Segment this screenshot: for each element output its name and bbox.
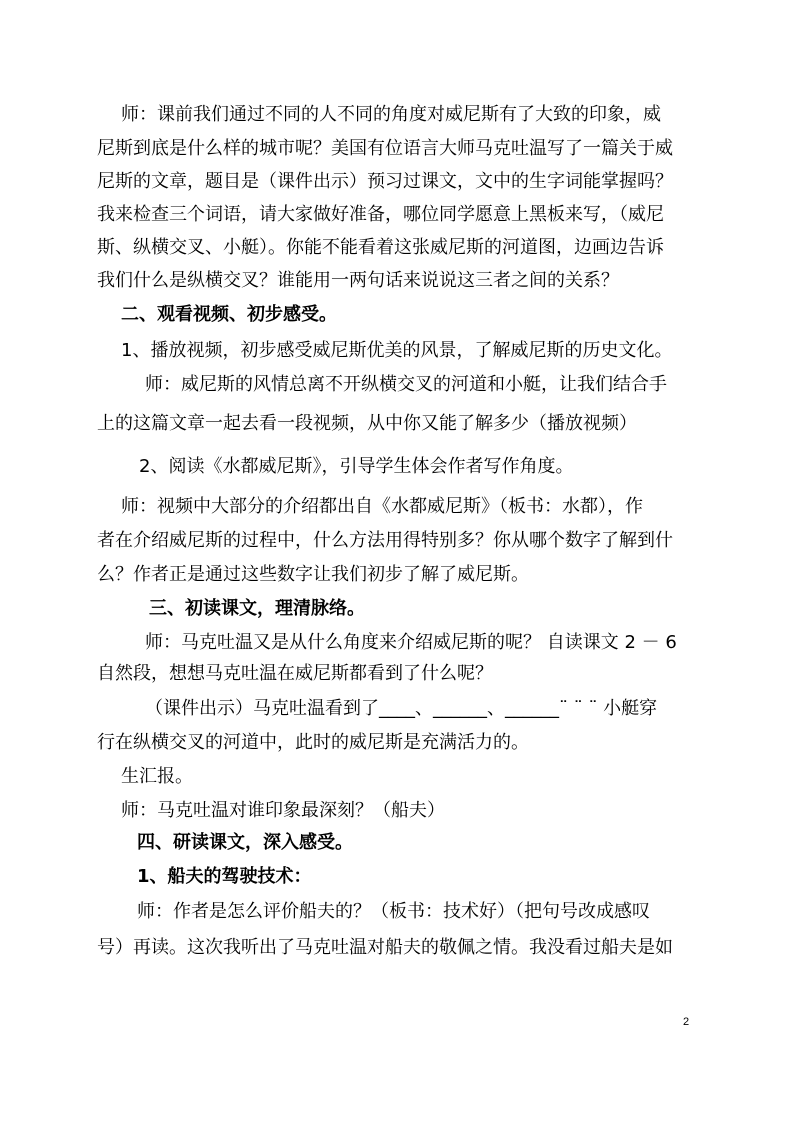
paragraph-line: 者在介绍威尼斯的过程中，什么方法用得特别多？你从哪个数字了解到什 — [97, 530, 673, 551]
paragraph-line: 斯、纵横交叉、小艇）。你能不能看着这张威尼斯的河道图，边画边告诉 — [97, 237, 664, 258]
paragraph-line: 么？作者正是通过这些数字让我们初步了解了威尼斯。 — [97, 564, 529, 585]
paragraph-line: 行在纵横交叉的河道中，此时的威尼斯是充满活力的。 — [97, 732, 529, 753]
paragraph-line: 生汇报。 — [121, 766, 193, 787]
section-heading: 三、初读课文，理清脉络。 — [149, 598, 365, 619]
section-heading: 四、研读课文，深入感受。 — [137, 832, 353, 853]
section-heading: 二、观看视频、初步感受。 — [121, 304, 337, 325]
paragraph-line: 号）再读。这次我听出了马克吐温对船夫的敬佩之情。我没看过船夫是如 — [97, 937, 673, 958]
paragraph-line: （课件出示）马克吐温看到了____、______、______¨ ¨ ¨ 小艇穿 — [145, 698, 658, 719]
paragraph-line: 师：威尼斯的风情总离不开纵横交叉的河道和小艇，让我们结合手 — [145, 374, 667, 395]
paragraph-line: 师：视频中大部分的介绍都出自《水都威尼斯》（板书：水都），作 — [121, 496, 643, 517]
paragraph-line: 师：马克吐温对谁印象最深刻？（船夫） — [121, 800, 445, 821]
paragraph-line: 尼斯到底是什么样的城市呢？美国有位语言大师马克吐温写了一篇关于威 — [97, 138, 673, 159]
paragraph-line: 师：课前我们通过不同的人不同的角度对威尼斯有了大致的印象，威 — [121, 104, 661, 125]
paragraph-line: 上的这篇文章一起去看一段视频，从中你又能了解多少（播放视频） — [97, 413, 637, 434]
subsection-line: 2、阅读《水都威尼斯》，引导学生体会作者写作角度。 — [139, 456, 574, 477]
paragraph-line: 我们什么是纵横交叉？谁能用一两句话来说说这三者之间的关系？ — [97, 270, 619, 291]
page-number: 2 — [683, 1016, 690, 1028]
paragraph-line: 尼斯的文章，题目是（课件出示）预习过课文，文中的生字词能掌握吗？ — [97, 171, 673, 192]
subsection-heading: 1、船夫的驾驶技术： — [137, 866, 312, 887]
paragraph-line: 自然段，想想马克吐温在威尼斯都看到了什么呢？ — [97, 663, 493, 684]
paragraph-line: 师：作者是怎么评价船夫的？（板书：技术好）（把句号改成感叹 — [137, 901, 650, 922]
paragraph-line: 师：马克吐温又是从什么角度来介绍威尼斯的呢？ 自读课文 2 － 6 — [145, 632, 677, 653]
paragraph-line: 我来检查三个词语，请大家做好准备，哪位同学愿意上黑板来写，（威尼 — [97, 204, 664, 225]
subsection-line: 1、播放视频，初步感受威尼斯优美的风景，了解威尼斯的历史文化。 — [121, 340, 673, 361]
